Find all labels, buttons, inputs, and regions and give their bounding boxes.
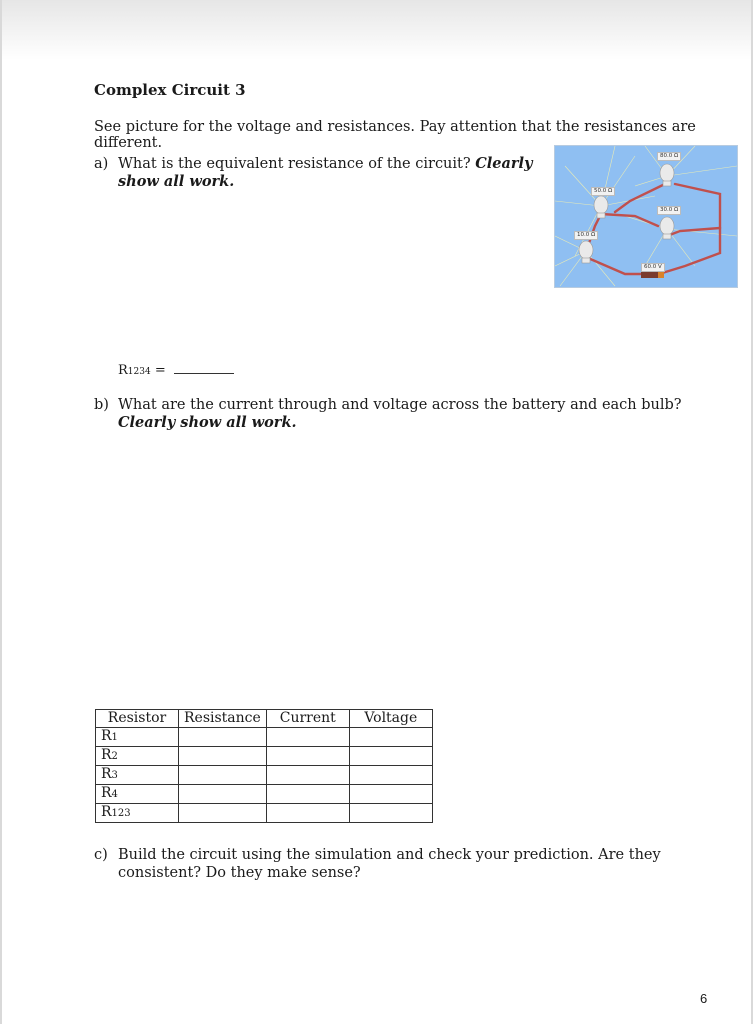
question-a bbox=[94, 155, 544, 195]
question-b-body bbox=[118, 396, 688, 432]
answer-r1234-blank[interactable] bbox=[174, 373, 234, 374]
page-left-edge bbox=[0, 0, 2, 1024]
cell-resistance[interactable] bbox=[179, 728, 267, 747]
header-current: Current bbox=[266, 710, 349, 728]
resistor-label-30: 30.0 Ω bbox=[657, 206, 681, 215]
table-row bbox=[96, 747, 433, 766]
question-a-emphasis: Clearly show all work. bbox=[118, 155, 533, 190]
cell-current[interactable] bbox=[266, 766, 349, 785]
circuit-wires bbox=[588, 183, 720, 274]
row-resistor-name: R2 bbox=[96, 747, 179, 766]
cell-resistance[interactable] bbox=[179, 804, 267, 823]
question-c-text: Build the circuit using the simulation and check your prediction. Are they consistent? Do they make sense? bbox=[118, 847, 661, 881]
question-a-letter: a) bbox=[94, 156, 109, 172]
question-b bbox=[94, 396, 694, 436]
row-resistor-name: R3 bbox=[96, 766, 179, 785]
cell-voltage[interactable] bbox=[349, 766, 432, 785]
table-row bbox=[96, 766, 433, 785]
page-top-shadow bbox=[0, 0, 753, 60]
cell-voltage[interactable] bbox=[349, 747, 432, 766]
answer-r1234-label: R bbox=[118, 363, 128, 378]
resistor-label-50: 50.0 Ω bbox=[591, 187, 615, 196]
question-c bbox=[94, 846, 694, 886]
row-resistor-name: R123 bbox=[96, 804, 179, 823]
circuit-diagram bbox=[554, 145, 738, 288]
row-resistor-name: R4 bbox=[96, 785, 179, 804]
question-a-body bbox=[118, 155, 543, 191]
question-b-emphasis: Clearly show all work. bbox=[118, 414, 297, 431]
row-resistor-name: R1 bbox=[96, 728, 179, 747]
header-resistor: Resistor bbox=[96, 710, 179, 728]
cell-resistance[interactable] bbox=[179, 747, 267, 766]
cell-current[interactable] bbox=[266, 804, 349, 823]
cell-voltage[interactable] bbox=[349, 804, 432, 823]
answer-r1234 bbox=[118, 363, 234, 378]
worksheet-title: Complex Circuit 3 bbox=[94, 81, 246, 99]
page-number: 6 bbox=[700, 991, 708, 1006]
battery-label: 60.0 V bbox=[641, 263, 665, 272]
question-c-letter: c) bbox=[94, 847, 108, 863]
resistor-label-10: 10.0 Ω bbox=[574, 231, 598, 240]
table-row bbox=[96, 804, 433, 823]
answer-r1234-subscript: 1234 bbox=[127, 367, 151, 377]
header-resistance: Resistance bbox=[179, 710, 267, 728]
cell-resistance[interactable] bbox=[179, 766, 267, 785]
cell-voltage[interactable] bbox=[349, 728, 432, 747]
results-table bbox=[95, 709, 433, 823]
cell-current[interactable] bbox=[266, 747, 349, 766]
resistor-label-80: 80.0 Ω bbox=[657, 152, 681, 161]
intro-text: See picture for the voltage and resistances. Pay attention that the resistances are different. bbox=[94, 119, 696, 151]
cell-current[interactable] bbox=[266, 728, 349, 747]
question-b-text: What are the current through and voltage across the battery and each bulb? bbox=[118, 397, 682, 413]
cell-voltage[interactable] bbox=[349, 785, 432, 804]
question-c-body bbox=[118, 846, 698, 882]
table-row bbox=[96, 728, 433, 747]
header-voltage: Voltage bbox=[349, 710, 432, 728]
cell-resistance[interactable] bbox=[179, 785, 267, 804]
table-header-row bbox=[96, 710, 433, 728]
table-row bbox=[96, 785, 433, 804]
question-a-text: What is the equivalent resistance of the circuit? bbox=[118, 156, 471, 172]
question-b-letter: b) bbox=[94, 397, 109, 413]
answer-r1234-suffix: = bbox=[150, 363, 166, 378]
cell-current[interactable] bbox=[266, 785, 349, 804]
